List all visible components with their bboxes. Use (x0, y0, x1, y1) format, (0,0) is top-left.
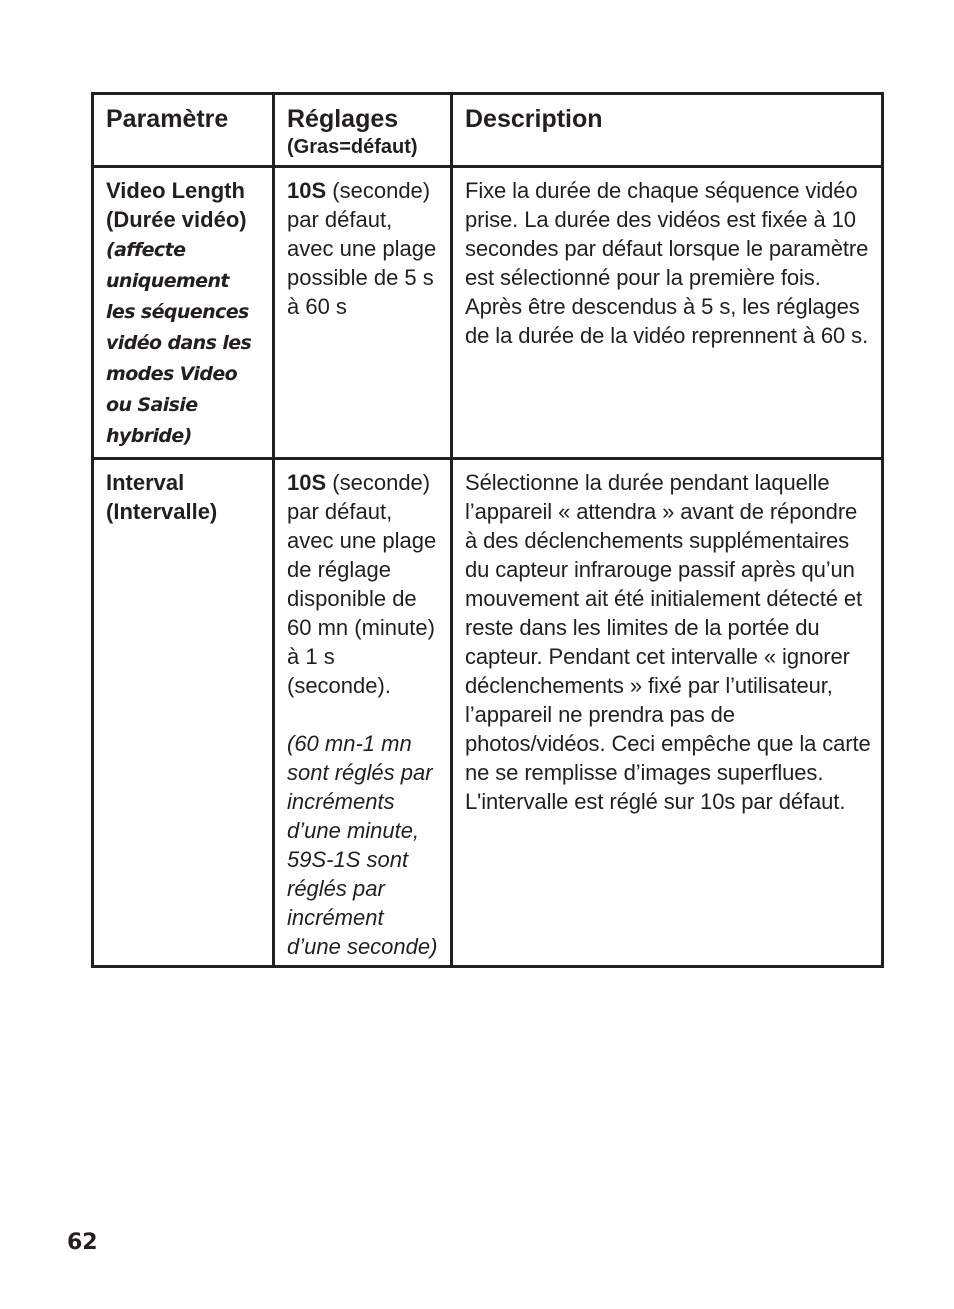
settings-default: 10S (287, 470, 327, 495)
header-settings-label: Réglages (287, 105, 399, 133)
settings-note: (60 mn-1 mn sont réglés par incréments d’une minute, 59S-1S sont réglés par incrément d’une seconde) (287, 731, 438, 959)
description-cell (452, 459, 883, 967)
parameter-name: Video Length (Durée vidéo) (106, 178, 247, 232)
description-text: Sélectionne la durée pendant laquelle l’appareil « attendra » avant de répondre à des déclenchements supplémentaires du capteur infrarouge passif après qu’un mouvement ait été initialement détecté et reste dans les limites de la portée du capteur. Pendant cet intervalle « ignorer déclenchements » fixé par l’utilisateur, l’appareil ne prendra pas de photos/vidéos. Ceci empêche que la carte ne se remplisse d’images superflues. L'intervalle est réglé sur 10s par défaut. (465, 470, 871, 814)
header-parameter (93, 94, 274, 167)
parameter-name: Interval (Intervalle) (106, 470, 218, 524)
table-header-row (93, 94, 883, 167)
header-parameter-label: Paramètre (106, 105, 229, 133)
settings-table (91, 92, 884, 968)
settings-text: (seconde) par défaut, avec une plage possible de 5 s à 60 s (287, 178, 437, 319)
header-settings-sublabel: (Gras=défaut) (287, 136, 418, 158)
parameter-cell (93, 167, 274, 459)
settings-cell (274, 459, 452, 967)
header-description (452, 94, 883, 167)
description-text: Fixe la durée de chaque séquence vidéo prise. La durée des vidéos est fixée à 10 secondes par défaut lorsque le paramètre est sélectionné pour la première fois. Après être descendus à 5 s, les réglages de la durée de la vidéo reprennent à 60 s. (465, 178, 869, 348)
page-number: 62 (67, 1230, 98, 1255)
description-cell (452, 167, 883, 459)
table-row (93, 167, 883, 459)
header-settings (274, 94, 452, 167)
header-description-label: Description (465, 105, 603, 133)
parameter-cell (93, 459, 274, 967)
settings-default: 10S (287, 178, 327, 203)
settings-text: (seconde) par défaut, avec une plage de réglage disponible de 60 mn (minute) à 1 s (seconde). (287, 470, 437, 698)
table-row (93, 459, 883, 967)
settings-cell (274, 167, 452, 459)
parameter-note: (affecte uniquement les séquences vidéo dans les modes Video ou Saisie hybride) (106, 239, 252, 447)
